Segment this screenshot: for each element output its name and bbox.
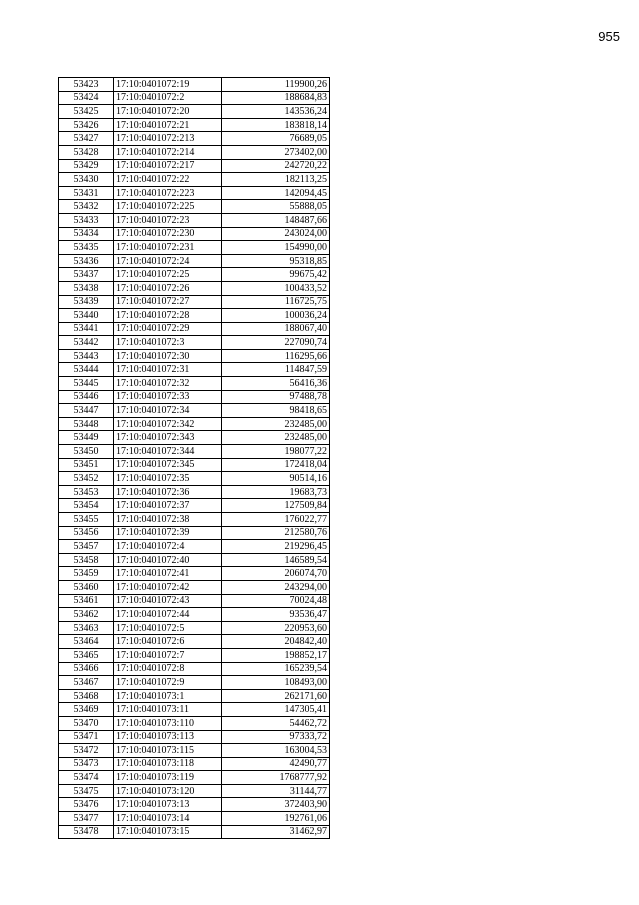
cadastral-number-cell: 17:10:0401072:41 <box>114 567 222 581</box>
cadastral-number-cell: 17:10:0401073:1 <box>114 689 222 703</box>
cadastral-number-cell: 17:10:0401072:2 <box>114 91 222 105</box>
table-row <box>59 159 330 173</box>
cadastral-value-cell: 70024,48 <box>222 594 330 608</box>
row-number-cell: 53456 <box>59 526 114 540</box>
cadastral-number-cell: 17:10:0401072:22 <box>114 173 222 187</box>
row-number-cell: 53457 <box>59 540 114 554</box>
row-number-cell: 53474 <box>59 771 114 785</box>
table-row <box>59 309 330 323</box>
cadastral-number-cell: 17:10:0401072:344 <box>114 445 222 459</box>
table-row <box>59 227 330 241</box>
table-row <box>59 91 330 105</box>
cadastral-number-cell: 17:10:0401072:19 <box>114 78 222 92</box>
cadastral-number-cell: 17:10:0401073:120 <box>114 784 222 798</box>
row-number-cell: 53472 <box>59 744 114 758</box>
cadastral-value-cell: 219296,45 <box>222 540 330 554</box>
row-number-cell: 53453 <box>59 485 114 499</box>
cadastral-number-cell: 17:10:0401072:44 <box>114 608 222 622</box>
cadastral-number-cell: 17:10:0401072:225 <box>114 200 222 214</box>
cadastral-number-cell: 17:10:0401073:115 <box>114 744 222 758</box>
table-row <box>59 689 330 703</box>
cadastral-value-cell: 97333,72 <box>222 730 330 744</box>
cadastral-number-cell: 17:10:0401072:42 <box>114 580 222 594</box>
row-number-cell: 53428 <box>59 145 114 159</box>
cadastral-value-cell: 142094,45 <box>222 186 330 200</box>
cadastral-number-cell: 17:10:0401073:113 <box>114 730 222 744</box>
row-number-cell: 53447 <box>59 404 114 418</box>
table-row <box>59 567 330 581</box>
cadastral-value-cell: 204842,40 <box>222 635 330 649</box>
row-number-cell: 53448 <box>59 417 114 431</box>
row-number-cell: 53427 <box>59 132 114 146</box>
cadastral-value-cell: 227090,74 <box>222 336 330 350</box>
table-row <box>59 540 330 554</box>
cadastral-number-cell: 17:10:0401072:38 <box>114 513 222 527</box>
cadastral-value-cell: 172418,04 <box>222 458 330 472</box>
cadastral-number-cell: 17:10:0401072:36 <box>114 485 222 499</box>
cadastral-value-cell: 262171,60 <box>222 689 330 703</box>
row-number-cell: 53478 <box>59 825 114 839</box>
table-row <box>59 118 330 132</box>
cadastral-value-cell: 116725,75 <box>222 295 330 309</box>
cadastral-value-cell: 54462,72 <box>222 716 330 730</box>
table-row <box>59 78 330 92</box>
row-number-cell: 53438 <box>59 281 114 295</box>
cadastral-value-cell: 116295,66 <box>222 349 330 363</box>
row-number-cell: 53468 <box>59 689 114 703</box>
cadastral-value-cell: 31144,77 <box>222 784 330 798</box>
cadastral-value-cell: 192761,06 <box>222 812 330 826</box>
row-number-cell: 53476 <box>59 798 114 812</box>
cadastral-number-cell: 17:10:0401072:230 <box>114 227 222 241</box>
cadastral-number-cell: 17:10:0401072:33 <box>114 390 222 404</box>
row-number-cell: 53434 <box>59 227 114 241</box>
row-number-cell: 53470 <box>59 716 114 730</box>
table-row <box>59 757 330 771</box>
cadastral-value-cell: 1768777,92 <box>222 771 330 785</box>
table-row <box>59 186 330 200</box>
table-row <box>59 812 330 826</box>
cadastral-number-cell: 17:10:0401072:30 <box>114 349 222 363</box>
cadastral-number-cell: 17:10:0401072:32 <box>114 377 222 391</box>
cadastral-value-cell: 188684,83 <box>222 91 330 105</box>
cadastral-number-cell: 17:10:0401073:15 <box>114 825 222 839</box>
cadastral-number-cell: 17:10:0401072:213 <box>114 132 222 146</box>
row-number-cell: 53450 <box>59 445 114 459</box>
cadastral-number-cell: 17:10:0401072:8 <box>114 662 222 676</box>
cadastral-value-cell: 31462,97 <box>222 825 330 839</box>
cadastral-value-cell: 99675,42 <box>222 268 330 282</box>
row-number-cell: 53477 <box>59 812 114 826</box>
cadastral-value-cell: 127509,84 <box>222 499 330 513</box>
page-number: 955 <box>598 29 620 44</box>
cadastral-number-cell: 17:10:0401072:231 <box>114 241 222 255</box>
cadastral-value-cell: 243024,00 <box>222 227 330 241</box>
cadastral-value-cell: 148487,66 <box>222 213 330 227</box>
table-row <box>59 281 330 295</box>
row-number-cell: 53443 <box>59 349 114 363</box>
cadastral-number-cell: 17:10:0401072:20 <box>114 105 222 119</box>
table-row <box>59 105 330 119</box>
table-row <box>59 608 330 622</box>
cadastral-number-cell: 17:10:0401072:223 <box>114 186 222 200</box>
row-number-cell: 53431 <box>59 186 114 200</box>
row-number-cell: 53455 <box>59 513 114 527</box>
table-row <box>59 213 330 227</box>
table-row <box>59 716 330 730</box>
row-number-cell: 53446 <box>59 390 114 404</box>
table-row <box>59 744 330 758</box>
table-row <box>59 784 330 798</box>
row-number-cell: 53430 <box>59 173 114 187</box>
table-row <box>59 703 330 717</box>
cadastral-value-cell: 212580,76 <box>222 526 330 540</box>
cadastral-value-cell: 100433,52 <box>222 281 330 295</box>
row-number-cell: 53464 <box>59 635 114 649</box>
cadastral-value-cell: 76689,05 <box>222 132 330 146</box>
row-number-cell: 53429 <box>59 159 114 173</box>
row-number-cell: 53436 <box>59 254 114 268</box>
cadastral-value-cell: 273402,00 <box>222 145 330 159</box>
cadastral-number-cell: 17:10:0401072:23 <box>114 213 222 227</box>
row-number-cell: 53458 <box>59 553 114 567</box>
cadastral-number-cell: 17:10:0401072:25 <box>114 268 222 282</box>
table-row <box>59 621 330 635</box>
table-row <box>59 173 330 187</box>
row-number-cell: 53454 <box>59 499 114 513</box>
row-number-cell: 53463 <box>59 621 114 635</box>
cadastral-number-cell: 17:10:0401072:343 <box>114 431 222 445</box>
table-row <box>59 771 330 785</box>
table-row <box>59 377 330 391</box>
table-row <box>59 363 330 377</box>
table-row <box>59 268 330 282</box>
table-row <box>59 513 330 527</box>
table-row <box>59 458 330 472</box>
table-row <box>59 390 330 404</box>
table-row <box>59 676 330 690</box>
cadastral-number-cell: 17:10:0401072:9 <box>114 676 222 690</box>
cadastral-value-cell: 119900,26 <box>222 78 330 92</box>
cadastral-value-cell: 42490,77 <box>222 757 330 771</box>
table-row <box>59 635 330 649</box>
cadastral-number-cell: 17:10:0401072:37 <box>114 499 222 513</box>
row-number-cell: 53465 <box>59 648 114 662</box>
cadastral-value-cell: 206074,70 <box>222 567 330 581</box>
cadastral-number-cell: 17:10:0401072:43 <box>114 594 222 608</box>
table-row <box>59 241 330 255</box>
row-number-cell: 53475 <box>59 784 114 798</box>
row-number-cell: 53445 <box>59 377 114 391</box>
row-number-cell: 53441 <box>59 322 114 336</box>
table-row <box>59 349 330 363</box>
cadastral-value-cell: 198852,17 <box>222 648 330 662</box>
row-number-cell: 53466 <box>59 662 114 676</box>
cadastral-number-cell: 17:10:0401073:110 <box>114 716 222 730</box>
table-row <box>59 322 330 336</box>
cadastral-number-cell: 17:10:0401072:7 <box>114 648 222 662</box>
cadastral-value-cell: 55888,05 <box>222 200 330 214</box>
cadastral-value-cell: 143536,24 <box>222 105 330 119</box>
cadastral-value-cell: 97488,78 <box>222 390 330 404</box>
cadastral-number-cell: 17:10:0401072:40 <box>114 553 222 567</box>
cadastral-number-cell: 17:10:0401072:21 <box>114 118 222 132</box>
cadastral-value-cell: 232485,00 <box>222 417 330 431</box>
table-row <box>59 145 330 159</box>
cadastral-number-cell: 17:10:0401072:26 <box>114 281 222 295</box>
table-row <box>59 295 330 309</box>
cadastral-number-cell: 17:10:0401072:34 <box>114 404 222 418</box>
cadastral-value-cell: 182113,25 <box>222 173 330 187</box>
cadastral-value-cell: 19683,73 <box>222 485 330 499</box>
cadastral-number-cell: 17:10:0401073:119 <box>114 771 222 785</box>
row-number-cell: 53442 <box>59 336 114 350</box>
row-number-cell: 53459 <box>59 567 114 581</box>
cadastral-number-cell: 17:10:0401072:4 <box>114 540 222 554</box>
cadastral-number-cell: 17:10:0401072:214 <box>114 145 222 159</box>
table-row <box>59 798 330 812</box>
cadastral-value-cell: 220953,60 <box>222 621 330 635</box>
row-number-cell: 53432 <box>59 200 114 214</box>
table-row <box>59 594 330 608</box>
table-row <box>59 417 330 431</box>
row-number-cell: 53462 <box>59 608 114 622</box>
table-row <box>59 445 330 459</box>
cadastral-number-cell: 17:10:0401072:24 <box>114 254 222 268</box>
table-row <box>59 431 330 445</box>
row-number-cell: 53469 <box>59 703 114 717</box>
cadastral-number-cell: 17:10:0401072:27 <box>114 295 222 309</box>
row-number-cell: 53467 <box>59 676 114 690</box>
row-number-cell: 53471 <box>59 730 114 744</box>
table-body <box>59 78 330 839</box>
row-number-cell: 53444 <box>59 363 114 377</box>
cadastral-value-cell: 147305,41 <box>222 703 330 717</box>
cadastral-number-cell: 17:10:0401072:39 <box>114 526 222 540</box>
row-number-cell: 53451 <box>59 458 114 472</box>
cadastral-value-cell: 232485,00 <box>222 431 330 445</box>
row-number-cell: 53473 <box>59 757 114 771</box>
table-row <box>59 485 330 499</box>
cadastral-value-cell: 183818,14 <box>222 118 330 132</box>
cadastral-value-cell: 146589,54 <box>222 553 330 567</box>
table-row <box>59 254 330 268</box>
cadastral-number-cell: 17:10:0401073:11 <box>114 703 222 717</box>
cadastral-value-cell: 198077,22 <box>222 445 330 459</box>
cadastral-value-cell: 242720,22 <box>222 159 330 173</box>
table-row <box>59 730 330 744</box>
cadastral-number-cell: 17:10:0401072:3 <box>114 336 222 350</box>
row-number-cell: 53426 <box>59 118 114 132</box>
table-row <box>59 336 330 350</box>
cadastral-number-cell: 17:10:0401072:29 <box>114 322 222 336</box>
cadastral-value-cell: 176022,77 <box>222 513 330 527</box>
table-row <box>59 553 330 567</box>
cadastral-value-cell: 95318,85 <box>222 254 330 268</box>
table-row <box>59 580 330 594</box>
cadastral-number-cell: 17:10:0401072:342 <box>114 417 222 431</box>
row-number-cell: 53461 <box>59 594 114 608</box>
cadastral-value-cell: 243294,00 <box>222 580 330 594</box>
row-number-cell: 53452 <box>59 472 114 486</box>
row-number-cell: 53440 <box>59 309 114 323</box>
cadastral-number-cell: 17:10:0401073:14 <box>114 812 222 826</box>
cadastral-number-cell: 17:10:0401072:28 <box>114 309 222 323</box>
cadastral-number-cell: 17:10:0401073:13 <box>114 798 222 812</box>
cadastral-value-cell: 154990,00 <box>222 241 330 255</box>
cadastral-value-cell: 188067,40 <box>222 322 330 336</box>
cadastral-number-cell: 17:10:0401072:217 <box>114 159 222 173</box>
cadastral-value-cell: 93536,47 <box>222 608 330 622</box>
table-row <box>59 825 330 839</box>
row-number-cell: 53449 <box>59 431 114 445</box>
row-number-cell: 53424 <box>59 91 114 105</box>
cadastral-value-cell: 372403,90 <box>222 798 330 812</box>
cadastral-value-cell: 98418,65 <box>222 404 330 418</box>
table-row <box>59 499 330 513</box>
cadastral-value-cell: 108493,00 <box>222 676 330 690</box>
table-row <box>59 648 330 662</box>
cadastral-number-cell: 17:10:0401072:5 <box>114 621 222 635</box>
cadastral-number-cell: 17:10:0401072:345 <box>114 458 222 472</box>
row-number-cell: 53460 <box>59 580 114 594</box>
row-number-cell: 53439 <box>59 295 114 309</box>
cadastral-number-cell: 17:10:0401072:31 <box>114 363 222 377</box>
table-row <box>59 662 330 676</box>
cadastral-number-cell: 17:10:0401072:6 <box>114 635 222 649</box>
cadastral-number-cell: 17:10:0401073:118 <box>114 757 222 771</box>
cadastral-value-cell: 56416,36 <box>222 377 330 391</box>
table-row <box>59 526 330 540</box>
cadastral-number-cell: 17:10:0401072:35 <box>114 472 222 486</box>
table-row <box>59 200 330 214</box>
row-number-cell: 53423 <box>59 78 114 92</box>
row-number-cell: 53435 <box>59 241 114 255</box>
row-number-cell: 53425 <box>59 105 114 119</box>
cadastral-value-table <box>58 77 330 839</box>
cadastral-value-cell: 100036,24 <box>222 309 330 323</box>
table-row <box>59 132 330 146</box>
cadastral-value-cell: 165239,54 <box>222 662 330 676</box>
table-row <box>59 404 330 418</box>
cadastral-value-cell: 163004,53 <box>222 744 330 758</box>
row-number-cell: 53433 <box>59 213 114 227</box>
cadastral-value-cell: 90514,16 <box>222 472 330 486</box>
row-number-cell: 53437 <box>59 268 114 282</box>
table-row <box>59 472 330 486</box>
cadastral-value-cell: 114847,59 <box>222 363 330 377</box>
